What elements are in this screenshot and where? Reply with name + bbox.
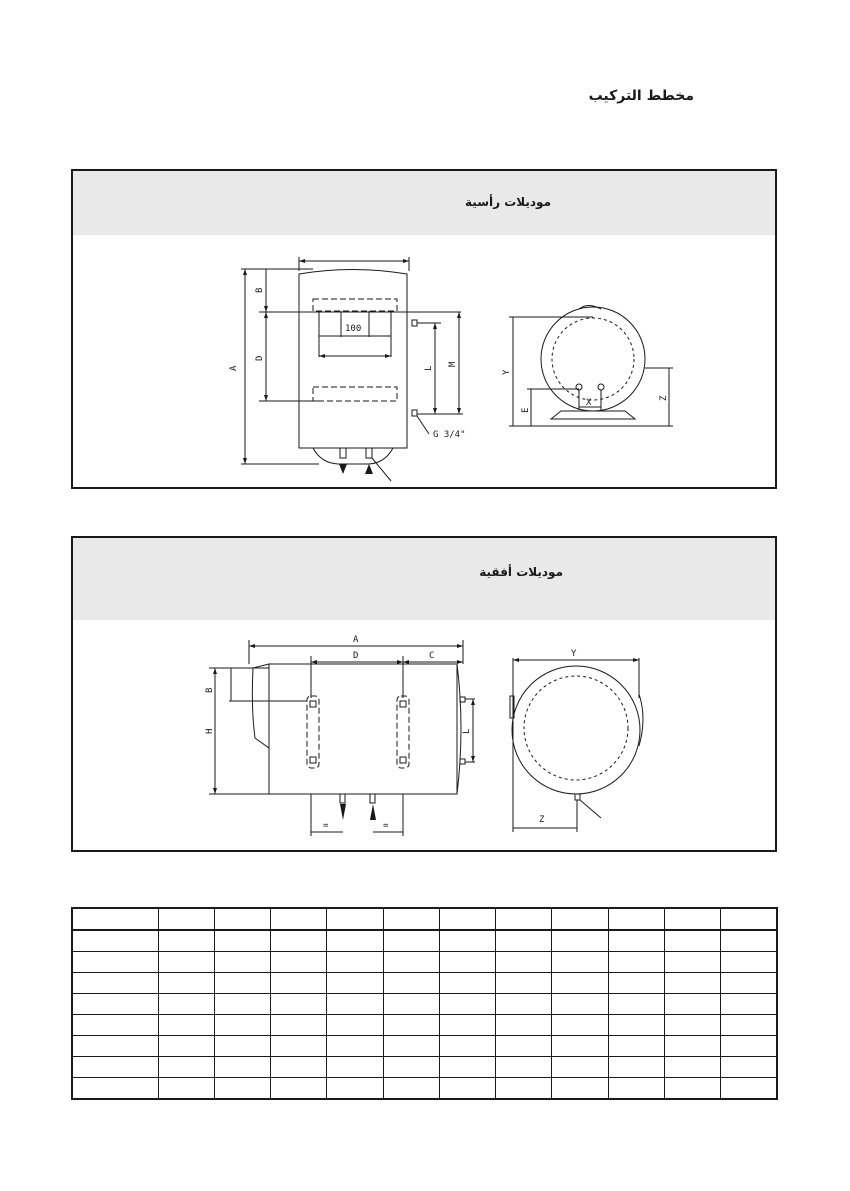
- table-cell: [214, 908, 270, 930]
- dimension-c-label: C: [429, 651, 435, 661]
- table-cell: [496, 952, 552, 973]
- table-cell: [214, 994, 270, 1015]
- table-cell: [327, 1036, 383, 1057]
- table-cell: [327, 908, 383, 930]
- pipe-spacing-left-label: =: [323, 821, 329, 831]
- dimension-e-label: E: [521, 407, 531, 413]
- table-cell: [72, 1057, 158, 1078]
- dimension-a-label: A: [353, 635, 359, 645]
- table-cell: [72, 952, 158, 973]
- table-cell: [496, 994, 552, 1015]
- table-cell: [158, 1057, 214, 1078]
- table-cell: [439, 1036, 495, 1057]
- table-cell: [439, 1057, 495, 1078]
- table-cell: [327, 1057, 383, 1078]
- table-cell: [72, 973, 158, 994]
- table-cell: [327, 973, 383, 994]
- page-title: مخطط التركيب: [588, 88, 694, 104]
- table-cell: [721, 952, 777, 973]
- table-row: [72, 973, 777, 994]
- table-cell: [327, 1078, 383, 1100]
- table-cell: [158, 973, 214, 994]
- dimensions-table: [71, 907, 778, 1100]
- horizontal-panel-title: موديلات أفقية: [479, 565, 563, 579]
- table-row: [72, 1078, 777, 1100]
- table-cell: [271, 1015, 327, 1036]
- table-cell: [721, 1015, 777, 1036]
- table-cell: [327, 930, 383, 952]
- table-cell: [496, 930, 552, 952]
- table-row: [72, 1036, 777, 1057]
- dimension-d-label: D: [255, 355, 265, 361]
- table-cell: [552, 1036, 608, 1057]
- table-cell: [552, 952, 608, 973]
- table-row: [72, 994, 777, 1015]
- table-cell: [496, 973, 552, 994]
- table-cell: [158, 1036, 214, 1057]
- table-cell: [496, 1015, 552, 1036]
- table-cell: [496, 1078, 552, 1100]
- table-cell: [271, 1078, 327, 1100]
- table-cell: [721, 930, 777, 952]
- horizontal-models-panel: [71, 536, 777, 852]
- table-cell: [664, 952, 720, 973]
- dimension-d-label: D: [353, 651, 359, 661]
- dimension-a-label: A: [229, 365, 239, 371]
- table-cell: [214, 1015, 270, 1036]
- bracket-spacing-label: 100: [345, 324, 362, 334]
- table-cell: [439, 994, 495, 1015]
- table-cell: [664, 1015, 720, 1036]
- table-cell: [271, 930, 327, 952]
- table-cell: [72, 1078, 158, 1100]
- dimension-z-label: Z: [659, 395, 669, 401]
- table-row: [72, 930, 777, 952]
- table-cell: [383, 930, 439, 952]
- table-cell: [383, 1015, 439, 1036]
- table-cell: [608, 952, 664, 973]
- table-cell: [158, 1078, 214, 1100]
- table-row: [72, 1057, 777, 1078]
- dimension-l-label: L: [462, 728, 472, 734]
- table-row: [72, 1015, 777, 1036]
- table-cell: [608, 994, 664, 1015]
- connection-size-label: G 3/4": [433, 430, 466, 440]
- table-cell: [608, 1036, 664, 1057]
- table-cell: [439, 1078, 495, 1100]
- table-cell: [271, 1057, 327, 1078]
- table-cell: [608, 930, 664, 952]
- dimension-z-label: Z: [539, 815, 545, 825]
- vertical-models-panel: [71, 169, 777, 489]
- dimension-b-label: B: [255, 287, 265, 293]
- table-cell: [721, 1057, 777, 1078]
- table-cell: [214, 973, 270, 994]
- table-cell: [664, 908, 720, 930]
- table-cell: [664, 994, 720, 1015]
- table-cell: [608, 908, 664, 930]
- table-cell: [327, 994, 383, 1015]
- table-cell: [608, 973, 664, 994]
- table-row: [72, 952, 777, 973]
- table-cell: [214, 1057, 270, 1078]
- table-cell: [664, 973, 720, 994]
- table-cell: [271, 952, 327, 973]
- table-cell: [664, 1057, 720, 1078]
- table-cell: [608, 1057, 664, 1078]
- table-cell: [383, 908, 439, 930]
- vertical-panel-title: موديلات رأسية: [465, 195, 551, 209]
- table-cell: [664, 1036, 720, 1057]
- pipe-spacing-right-label: =: [383, 821, 389, 831]
- dimension-l-label: L: [424, 365, 434, 371]
- table-cell: [721, 994, 777, 1015]
- table-cell: [383, 973, 439, 994]
- table-cell: [158, 994, 214, 1015]
- table-cell: [158, 908, 214, 930]
- table-cell: [552, 908, 608, 930]
- table-cell: [271, 973, 327, 994]
- table-cell: [158, 930, 214, 952]
- vertical-installation-drawing: [73, 171, 779, 491]
- table-cell: [72, 908, 158, 930]
- table-cell: [72, 1036, 158, 1057]
- table-cell: [721, 1036, 777, 1057]
- table-cell: [552, 1057, 608, 1078]
- table-cell: [496, 1057, 552, 1078]
- table-cell: [439, 1015, 495, 1036]
- table-cell: [383, 1057, 439, 1078]
- table-cell: [271, 994, 327, 1015]
- table-cell: [72, 1015, 158, 1036]
- table-cell: [664, 930, 720, 952]
- table-cell: [158, 1015, 214, 1036]
- table-cell: [439, 908, 495, 930]
- table-cell: [214, 1078, 270, 1100]
- table-cell: [721, 1078, 777, 1100]
- table-cell: [158, 952, 214, 973]
- table-cell: [72, 994, 158, 1015]
- table-cell: [552, 973, 608, 994]
- table-cell: [383, 1036, 439, 1057]
- table-cell: [496, 908, 552, 930]
- table-cell: [608, 1015, 664, 1036]
- table-cell: [383, 994, 439, 1015]
- horizontal-installation-drawing: [73, 538, 779, 854]
- table-cell: [214, 952, 270, 973]
- horizontal-tank-side-view: [510, 658, 643, 832]
- dimension-y-label: Y: [571, 649, 577, 659]
- table-cell: [664, 1078, 720, 1100]
- table-cell: [327, 1015, 383, 1036]
- dimension-x-label: X: [586, 398, 592, 408]
- table-cell: [439, 952, 495, 973]
- table-cell: [214, 930, 270, 952]
- table-cell: [383, 1078, 439, 1100]
- dimension-h-label: H: [205, 728, 215, 734]
- dimension-m-label: M: [448, 361, 458, 367]
- table-row: [72, 908, 777, 930]
- table-cell: [214, 1036, 270, 1057]
- table-cell: [552, 1078, 608, 1100]
- dimension-y-label: Y: [502, 369, 512, 375]
- table-cell: [552, 994, 608, 1015]
- table-cell: [439, 973, 495, 994]
- table-cell: [552, 930, 608, 952]
- table-cell: [271, 908, 327, 930]
- table-cell: [552, 1015, 608, 1036]
- table-cell: [271, 1036, 327, 1057]
- table-cell: [721, 973, 777, 994]
- table-cell: [383, 952, 439, 973]
- table-cell: [496, 1036, 552, 1057]
- table-cell: [72, 930, 158, 952]
- table-cell: [327, 952, 383, 973]
- dimension-b-label: B: [205, 687, 215, 693]
- table-cell: [439, 930, 495, 952]
- table-cell: [721, 908, 777, 930]
- table-cell: [608, 1078, 664, 1100]
